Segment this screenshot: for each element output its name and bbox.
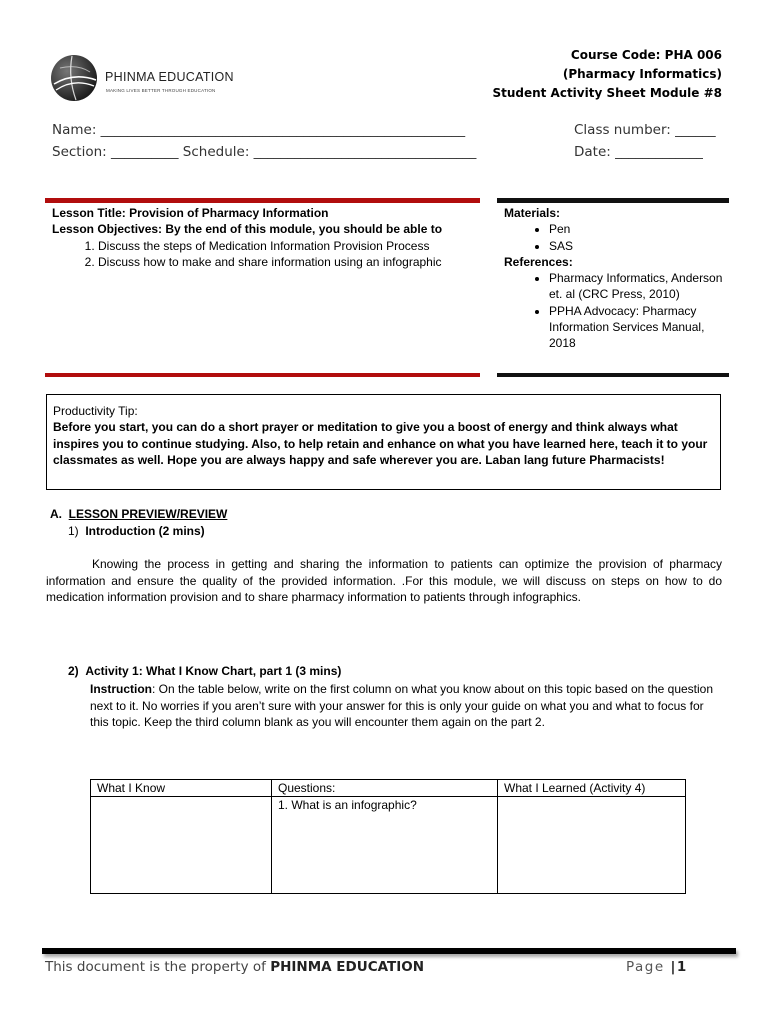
materials-list — [504, 221, 726, 254]
materials-bottom-bar — [497, 373, 729, 377]
references-heading: References: — [504, 254, 573, 269]
references-list — [504, 270, 726, 351]
module-title: Student Activity Sheet Module #8 — [492, 86, 722, 100]
tip-label: Productivity Tip: — [53, 404, 138, 418]
col-questions: Questions: — [272, 780, 498, 797]
course-code: Course Code: PHA 006 — [570, 48, 722, 62]
objective-item: 2. Discuss how to make and share information using an infographic — [98, 254, 462, 270]
phinma-logo — [50, 54, 250, 104]
learned-answer-cell[interactable] — [498, 797, 686, 894]
col-what-i-know: What I Know — [91, 780, 272, 797]
intro-heading: 1) Introduction (2 mins) — [68, 524, 205, 538]
page-number: Page |1 — [626, 959, 688, 975]
what-i-know-table — [90, 779, 686, 894]
question-cell: 1. What is an infographic? — [272, 797, 498, 894]
table-header-row — [91, 780, 686, 797]
globe-logo-icon — [50, 54, 98, 102]
section-a-heading: A. LESSON PREVIEW/REVIEW — [50, 507, 228, 521]
date-field[interactable]: Date: _____________ — [574, 144, 703, 160]
table-row — [91, 797, 686, 894]
objectives-list — [52, 238, 462, 271]
materials-info — [504, 205, 726, 352]
logo-tagline: MAKING LIVES BETTER THROUGH EDUCATION — [106, 88, 216, 93]
section-schedule-field[interactable]: Section: __________ Schedule: _________________________________ — [52, 144, 477, 160]
lesson-info — [52, 205, 462, 270]
lesson-bottom-bar — [45, 373, 480, 377]
objective-item: 1. Discuss the steps of Medication Information Provision Process — [98, 238, 462, 254]
reference-item: • Pharmacy Informatics, Anderson et. al (CRC Press, 2010) — [549, 270, 726, 303]
logo-name: PHINMA EDUCATION — [105, 70, 234, 84]
productivity-tip-box — [46, 394, 721, 490]
material-item: • SAS — [549, 238, 726, 254]
activity1-instruction: Instruction: On the table below, write on the first column on what you know about on this topic based on the question next to it. No worries if you aren’t sure with your answer for this is only your guide on what you and what to focus for this topic. Keep the third column blank as you will encounter them again on the part 2. — [90, 682, 714, 729]
activity1-heading: 2) Activity 1: What I Know Chart, part 1 (3 mins) — [68, 664, 342, 678]
know-answer-cell[interactable] — [91, 797, 272, 894]
materials-top-bar — [497, 198, 729, 203]
materials-heading: Materials: — [504, 206, 561, 220]
lesson-title: Lesson Title: Provision of Pharmacy Information — [52, 206, 329, 220]
footer-property-note: This document is the property of PHINMA EDUCATION — [45, 959, 425, 975]
class-number-field[interactable]: Class number: ______ — [574, 122, 716, 138]
course-name: (Pharmacy Informatics) — [562, 67, 722, 81]
col-what-i-learned: What I Learned (Activity 4) — [498, 780, 686, 797]
name-field[interactable]: Name: ______________________________________________________ — [52, 122, 466, 138]
tip-text: Before you start, you can do a short prayer or meditation to give you a boost of energy and think always what inspires you to continue studying. Also, to help retain and enhance on what you have learned here, teach it to your classmates as well. Hope you are always happy and safe wherever you are. Laban lang future Pharmacists! — [53, 420, 708, 467]
footer-rule — [42, 948, 736, 954]
lesson-objectives-heading: Lesson Objectives: By the end of this module, you should be able to — [52, 222, 443, 237]
material-item: • Pen — [549, 221, 726, 237]
intro-paragraph: Knowing the process in getting and sharing the information to patients can optimize the provision of pharmacy information and ensure the quality of the provided information. .For this module, we will discuss on steps on how to do medication information provision and to share pharmacy information to patients through infographics. — [46, 557, 722, 604]
reference-item: • PPHA Advocacy: Pharmacy Information Services Manual, 2018 — [549, 303, 726, 352]
lesson-top-bar — [45, 198, 480, 203]
